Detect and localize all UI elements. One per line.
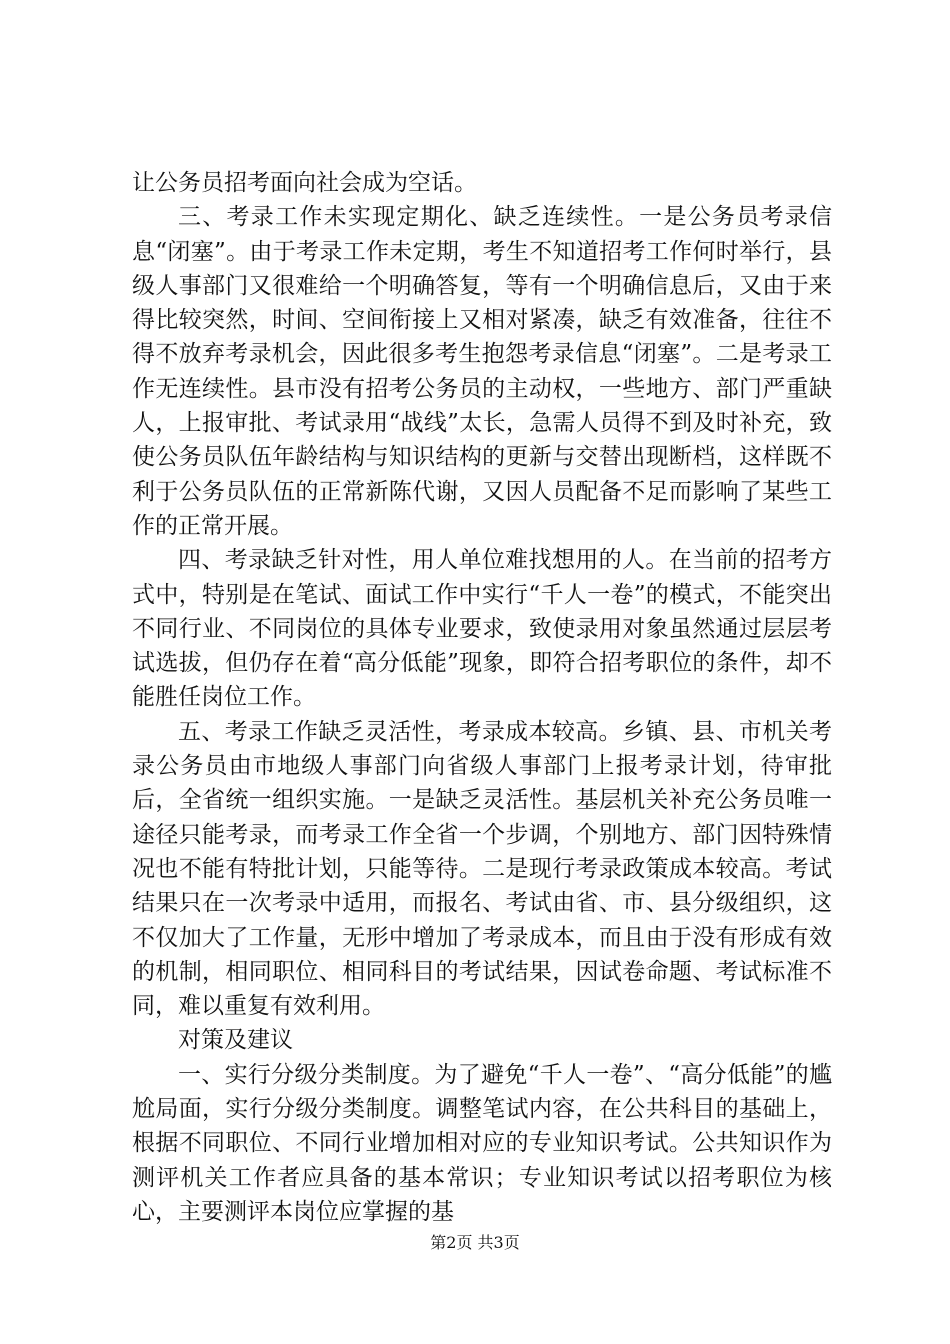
paragraph-section-5: 五、考录工作缺乏灵活性，考录成本较高。乡镇、县、市机关考录公务员由市地级人事部门向省级人事部门上报考录计划，待审批后，全省统一组织实施。一是缺乏灵活性。基层机关补充公务员唯一途径只能考录，而考录工作全省一个步调，个别地方、部门因特殊情况也不能有特批计划，只能等待。二是现行考录政策成本较高。考试结果只在一次考录中适用，而报名、考试由省、市、县分级组织，这不仅加大了工作量，无形中增加了考录成本，而且由于没有形成有效的机制，相同职位、相同科目的考试结果，因试卷命题、考试标准不同，难以重复有效利用。 — [132, 718, 832, 1020]
document-body — [132, 166, 832, 1229]
paragraph-continuation: 让公务员招考面向社会成为空话。 — [132, 170, 477, 196]
paragraph-section-4: 四、考录缺乏针对性，用人单位难找想用的人。在当前的招考方式中，特别是在笔试、面试工作中实行“千人一卷”的模式，不能突出不同行业、不同岗位的具体专业要求，致使录用对象虽然通过层层考试选拔，但仍存在着“高分低能”现象，即符合招考职位的条件，却不能胜任岗位工作。 — [132, 547, 832, 711]
paragraph-section-3: 三、考录工作未实现定期化、缺乏连续性。一是公务员考录信息“闭塞”。由于考录工作未定期，考生不知道招考工作何时举行，县级人事部门又很难给一个明确答复，等有一个明确信息后，又由于来得比较突然，时间、空间衔接上又相对紧凑，缺乏有效准备，往往不得不放弃考录机会，因此很多考生抱怨考录信息“闭塞”。二是考录工作无连续性。县市没有招考公务员的主动权，一些地方、部门严重缺人，上报审批、考试录用“战线”太长，急需人员得不到及时补充，致使公务员队伍年龄结构与知识结构的更新与交替出现断档，这样既不利于公务员队伍的正常新陈代谢，又因人员配备不足而影响了某些工作的正常开展。 — [132, 204, 832, 539]
paragraph-countermeasure-1: 一、实行分级分类制度。为了避免“千人一卷”、“高分低能”的尴尬局面，实行分级分类制度。调整笔试内容，在公共科目的基础上，根据不同职位、不同行业增加相对应的专业知识考试。公共知识作为测评机关工作者应具备的基本常识；专业知识考试以招考职位为核心，主要测评本岗位应掌握的基 — [132, 1061, 832, 1225]
section-heading-countermeasures: 对策及建议 — [178, 1027, 293, 1054]
page-number-footer: 第2页 共3页 — [430, 1233, 520, 1252]
